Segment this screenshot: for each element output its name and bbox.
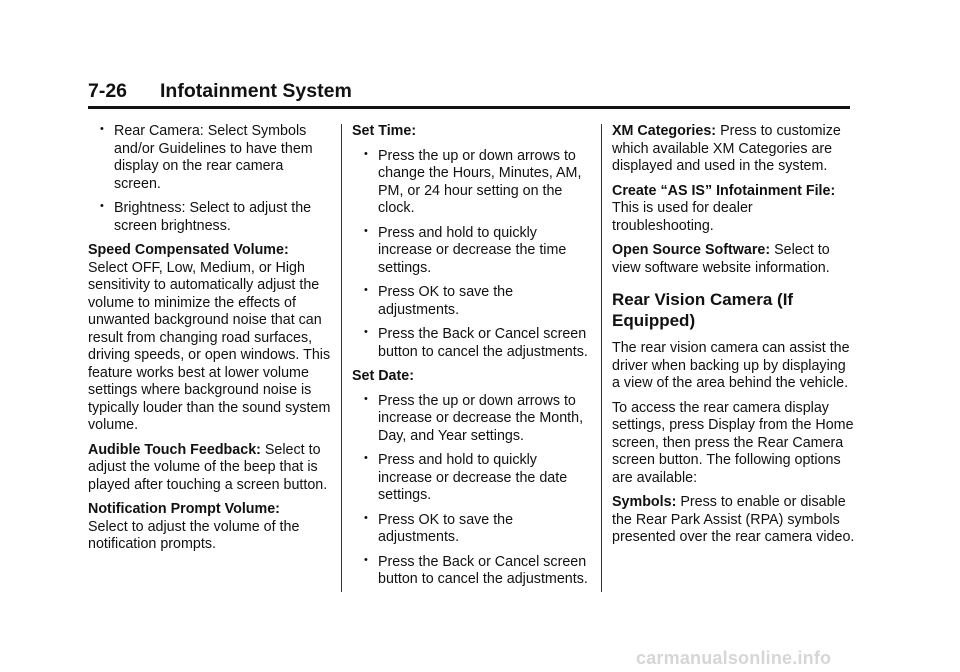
- set-date-label: Set Date:: [352, 368, 414, 384]
- column-divider-1: [341, 124, 342, 592]
- symbols-paragraph: [612, 494, 856, 547]
- bullet-text: Press and hold to quickly increase or decrease the date settings.: [378, 452, 568, 503]
- notification-volume-label: Notification Prompt Volume:: [88, 501, 280, 517]
- bullet-icon: •: [100, 200, 104, 212]
- bullet-item: [352, 225, 590, 278]
- notification-volume-text: Select to adjust the volume of the notification prompts.: [88, 518, 300, 552]
- set-time-label: Set Time:: [352, 123, 417, 139]
- bullet-text: Rear Camera: Select Symbols and/or Guidelines to have them display on the rear camera screen.: [114, 123, 313, 192]
- symbols-text: Press to enable or disable the Rear Park Assist (RPA) symbols presented over the rear camera video.: [612, 494, 855, 545]
- symbols-label: Symbols:: [612, 494, 677, 510]
- bullet-item: [352, 326, 590, 361]
- bullet-icon: •: [364, 553, 368, 566]
- section-title: Infotainment System: [160, 80, 352, 102]
- bullet-item: [352, 452, 590, 505]
- xm-categories-paragraph: [612, 123, 856, 176]
- bullet-text: Press OK to save the adjustments.: [378, 284, 514, 318]
- xm-categories-label: XM Categories:: [612, 123, 717, 139]
- open-source-label: Open Source Software:: [612, 242, 771, 258]
- bullet-icon: •: [364, 147, 368, 160]
- site-watermark: carmanualsonline.info: [636, 648, 832, 668]
- as-is-file-label: Create “AS IS” Infotainment File:: [612, 182, 836, 199]
- audible-feedback-paragraph: [88, 442, 332, 495]
- bullet-item: [352, 512, 590, 547]
- bullet-icon: •: [364, 392, 368, 405]
- rear-camera-intro: The rear vision camera can assist the driver when backing up by displaying a view of the area behind the vehicle.: [612, 340, 850, 391]
- bullet-item: [352, 148, 590, 218]
- bullet-text: Press and hold to quickly increase or decrease the time settings.: [378, 224, 567, 276]
- column-1: [88, 123, 332, 561]
- bullet-text: Press the up or down arrows to change the Hours, Minutes, AM, PM, or 24 hour setting on the clock.: [378, 147, 582, 216]
- bullet-item: [352, 393, 590, 446]
- as-is-file-text: This is used for dealer troubleshooting.: [612, 200, 753, 234]
- bullet-icon: •: [364, 224, 368, 237]
- speed-volume-paragraph: [88, 242, 332, 435]
- open-source-paragraph: [612, 242, 856, 277]
- audible-feedback-label: Audible Touch Feedback:: [88, 441, 261, 458]
- audible-feedback-text: Select to adjust the volume of the beep that is played after touching a screen button.: [88, 441, 328, 493]
- page-header: [88, 80, 850, 109]
- page-number: 7-26: [88, 80, 128, 102]
- bullet-icon: •: [364, 326, 368, 338]
- bullet-text: Press the Back or Cancel screen button to cancel the adjustments.: [378, 326, 588, 360]
- bullet-icon: •: [100, 123, 104, 135]
- as-is-file-paragraph: [612, 183, 856, 236]
- notification-volume-paragraph: [88, 501, 332, 554]
- column-2: [352, 123, 590, 596]
- rear-camera-access: To access the rear camera display settings, press Display from the Home screen, then press the Rear Camera screen button. The following options are available:: [612, 399, 854, 486]
- bullet-icon: •: [364, 452, 368, 464]
- bullet-item: [88, 200, 332, 235]
- bullet-item: [352, 284, 590, 319]
- bullet-item: [88, 123, 332, 193]
- column-3: [612, 123, 856, 554]
- bullet-text: Brightness: Select to adjust the screen brightness.: [114, 200, 312, 234]
- bullet-text: Press OK to save the adjustments.: [378, 511, 514, 545]
- open-source-text: Select to view software website information.: [612, 242, 830, 276]
- bullet-text: Press the up or down arrows to increase or decrease the Month, Day, and Year settings.: [378, 392, 584, 444]
- bullet-icon: •: [364, 284, 368, 296]
- xm-categories-text: Press to customize which available XM Categories are displayed and used in the system.: [612, 123, 841, 174]
- bullet-icon: •: [364, 511, 368, 524]
- column-divider-2: [601, 124, 602, 592]
- bullet-item: [352, 554, 590, 589]
- speed-volume-text: Select OFF, Low, Medium, or High sensitivity to automatically adjust the volume to minimize the effects of unwanted background noise that can result from changing road surfaces, driving speeds, or open windows. This feature works best at lower volume settings where background noise is typically louder than the sound system volume.: [88, 259, 331, 433]
- bullet-text: Press the Back or Cancel screen button to cancel the adjustments.: [378, 553, 588, 587]
- rear-vision-camera-heading: Rear Vision Camera (If Equipped): [612, 290, 794, 330]
- speed-volume-label: Speed Compensated Volume:: [88, 242, 289, 258]
